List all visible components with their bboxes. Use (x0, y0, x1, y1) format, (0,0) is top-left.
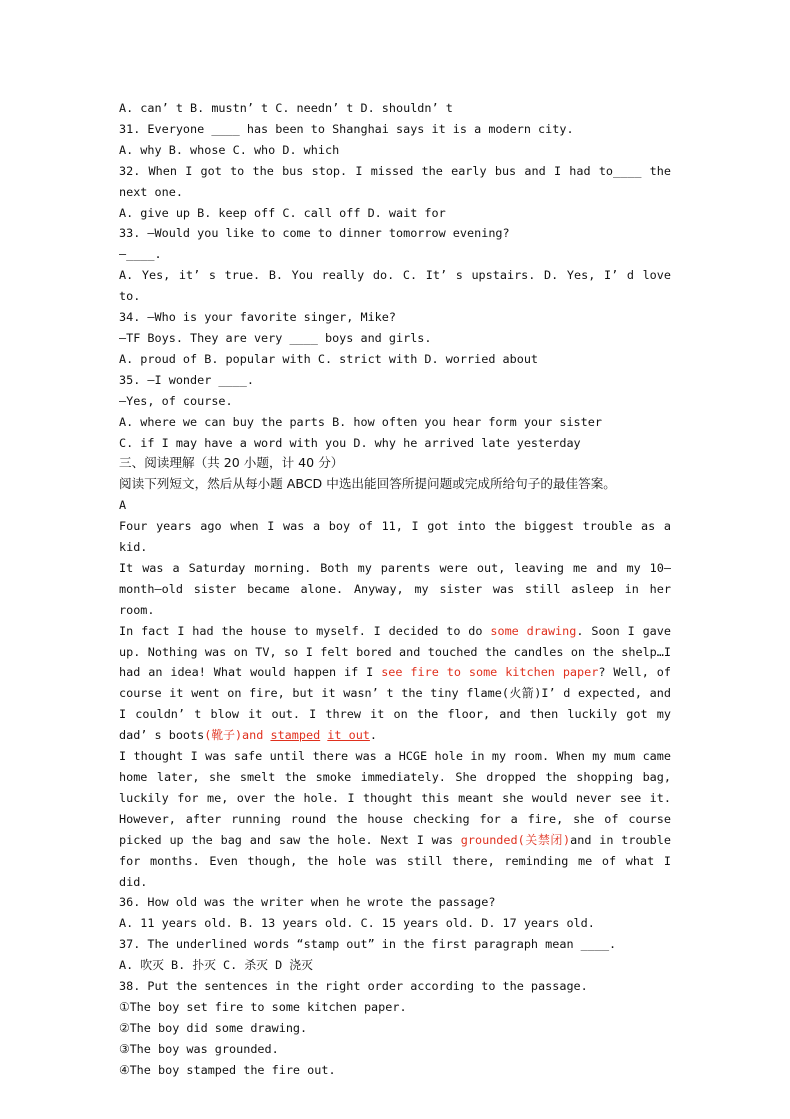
text-run: up. Nothing was on TV, so I felt bored and touched the candles on the shelp…I (119, 644, 671, 659)
text-run: —____. (119, 247, 162, 262)
text-run: course it went on fire, but it wasn’ t the tiny flame( (119, 686, 509, 701)
text-run: A. 11 years old. B. 13 years old. C. 15 years old. D. 17 years old. (119, 916, 595, 931)
text-run: C. if I may have a word with you D. why he arrived late yesterday (119, 435, 581, 450)
text-line (119, 244, 671, 265)
text-line (119, 851, 671, 893)
text-line (119, 516, 671, 558)
text-line (119, 913, 671, 934)
text-line (119, 161, 671, 182)
text-run: 靴子 (211, 728, 235, 743)
text-line (119, 746, 671, 767)
text-run: 三、阅读理解（共 20 小题，计 40 分） (119, 455, 344, 471)
text-run: 33. —Would you like to come to dinner tomorrow evening? (119, 226, 510, 241)
text-run: 38. Put the sentences in the right order according to the passage. (119, 979, 588, 994)
text-line (119, 265, 671, 286)
text-line (119, 412, 671, 433)
text-line (119, 767, 671, 788)
text-run: 31. Everyone ____ has been to Shanghai says it is a modern city. (119, 121, 574, 136)
text-run: A. Yes, it’ s true. B. You really do. C. It’ s upstairs. D. Yes, I’ d love (119, 268, 671, 283)
text-run: and in trouble (570, 832, 671, 847)
text-line (119, 955, 671, 976)
text-run: stamped (270, 728, 321, 743)
text-run: In fact I had the house to myself. I decided to do (119, 623, 491, 638)
text-line (119, 976, 671, 997)
text-line (119, 182, 671, 203)
text-run: However, after running round the house checking for a fire, she of course (119, 811, 671, 826)
text-run: 关禁闭 (524, 832, 563, 847)
text-line (119, 934, 671, 955)
text-line (119, 997, 671, 1018)
text-run: )I’ d expected, and (534, 686, 671, 701)
text-run: A. proud of B. popular with C. strict with D. worried about (119, 351, 539, 366)
text-line (119, 223, 671, 244)
text-run: A (119, 498, 127, 513)
text-run: some drawing (490, 623, 577, 638)
text-run: month—old sister became alone. Anyway, my sister was still asleep in her room. (119, 581, 671, 617)
text-run: 吹灭 (140, 958, 164, 973)
text-run: it out (327, 728, 370, 743)
text-line (119, 474, 671, 495)
text-line (119, 892, 671, 913)
text-run: home later, she smelt the smoke immediately. She dropped the shopping bag, (119, 770, 671, 784)
text-run: A. can’ t B. mustn’ t C. needn’ t D. shouldn’ t (119, 101, 453, 115)
text-run: 36. How old was the writer when he wrote the passage? (119, 895, 496, 910)
text-run: A. where we can buy the parts B. how often you hear form your sister (119, 414, 602, 429)
text-run: . Soon I gave (576, 623, 671, 638)
text-line (119, 328, 671, 349)
text-run: luckily for me, over the hole. I thought this meant she would never see it. (119, 790, 671, 805)
text-run: )and (234, 728, 271, 743)
text-run: B. (163, 958, 193, 973)
text-line (119, 830, 671, 851)
text-run: 34. —Who is your favorite singer, Mike? (119, 310, 396, 325)
text-run: —TF Boys. They are very ____ boys and girls. (119, 330, 432, 345)
text-line (119, 370, 671, 391)
text-line (119, 433, 671, 454)
text-run: dad’ s boots (119, 728, 205, 743)
text-line (119, 98, 671, 119)
text-run: grounded( (460, 832, 525, 847)
text-run: Four years ago when I was a boy of 11, I got into the biggest trouble as a kid. (119, 519, 671, 555)
text-run: picked up the bag and saw the hole. Next I was (119, 832, 461, 847)
text-run: ①The boy set fire to some kitchen paper. (119, 999, 407, 1014)
text-run: I couldn’ t blow it out. I threw it on the floor, and then luckily got my (119, 707, 671, 722)
text-run: next one. (119, 184, 183, 199)
text-run: for months. Even though, the hole was still there, reminding me of what I did. (119, 853, 671, 889)
text-run: 扑灭 (192, 958, 216, 973)
text-run: ( (204, 728, 212, 743)
text-run: ④The boy stamped the fire out. (119, 1062, 336, 1077)
text-run: I thought I was safe until there was a HCGE hole in my room. When my mum came (119, 749, 671, 764)
text-run: A. give up B. keep off C. call off D. wait for (119, 205, 446, 220)
text-run: ? Well, of (598, 665, 671, 680)
text-line (119, 621, 671, 642)
text-line (119, 119, 671, 140)
text-run: A. why B. whose C. who D. which (119, 142, 340, 157)
text-run: to. (119, 289, 141, 304)
text-line (119, 349, 671, 370)
text-run: 37. The underlined words “stamp out” in the first paragraph mean ____. (119, 937, 617, 952)
text-line (119, 558, 671, 579)
text-line (119, 683, 671, 704)
text-line (119, 809, 671, 830)
text-run: . (369, 728, 378, 743)
text-line (119, 453, 671, 474)
text-line (119, 286, 671, 307)
text-line (119, 307, 671, 328)
text-run: had an idea! What would happen if I (119, 665, 382, 680)
text-line (119, 140, 671, 161)
text-line (119, 1039, 671, 1060)
text-run: 阅读下列短文，然后从每小题 ABCD 中选出能回答所提问题或完成所给句子的最佳答案。 (119, 476, 616, 492)
text-line (119, 1018, 671, 1039)
text-run: D (267, 958, 290, 973)
text-line (119, 725, 671, 746)
text-run: 浇灭 (289, 958, 313, 973)
text-run: 32. When I got to the bus stop. I missed the early bus and I had to____ the (119, 163, 671, 178)
text-line (119, 704, 671, 725)
text-run: 35. —I wonder ____. (119, 372, 254, 387)
text-run: It was a Saturday morning. Both my parents were out, leaving me and my 10— (119, 560, 671, 575)
text-run: ③The boy was grounded. (119, 1041, 279, 1056)
text-run: C. (215, 958, 245, 973)
text-run: ②The boy did some drawing. (119, 1020, 308, 1035)
text-line (119, 1060, 671, 1081)
text-line (119, 391, 671, 412)
text-line (119, 788, 671, 809)
text-line (119, 642, 671, 663)
text-run: ) (563, 832, 571, 847)
text-line (119, 662, 671, 683)
text-line (119, 579, 671, 621)
text-run: see fire to some kitchen paper (381, 665, 599, 680)
text-run: A. (119, 958, 141, 973)
document-page (119, 98, 671, 1081)
text-run: 火箭 (508, 686, 535, 701)
text-run: 杀灭 (244, 958, 268, 973)
text-run: —Yes, of course. (119, 393, 233, 408)
text-line (119, 495, 671, 516)
text-line (119, 203, 671, 224)
